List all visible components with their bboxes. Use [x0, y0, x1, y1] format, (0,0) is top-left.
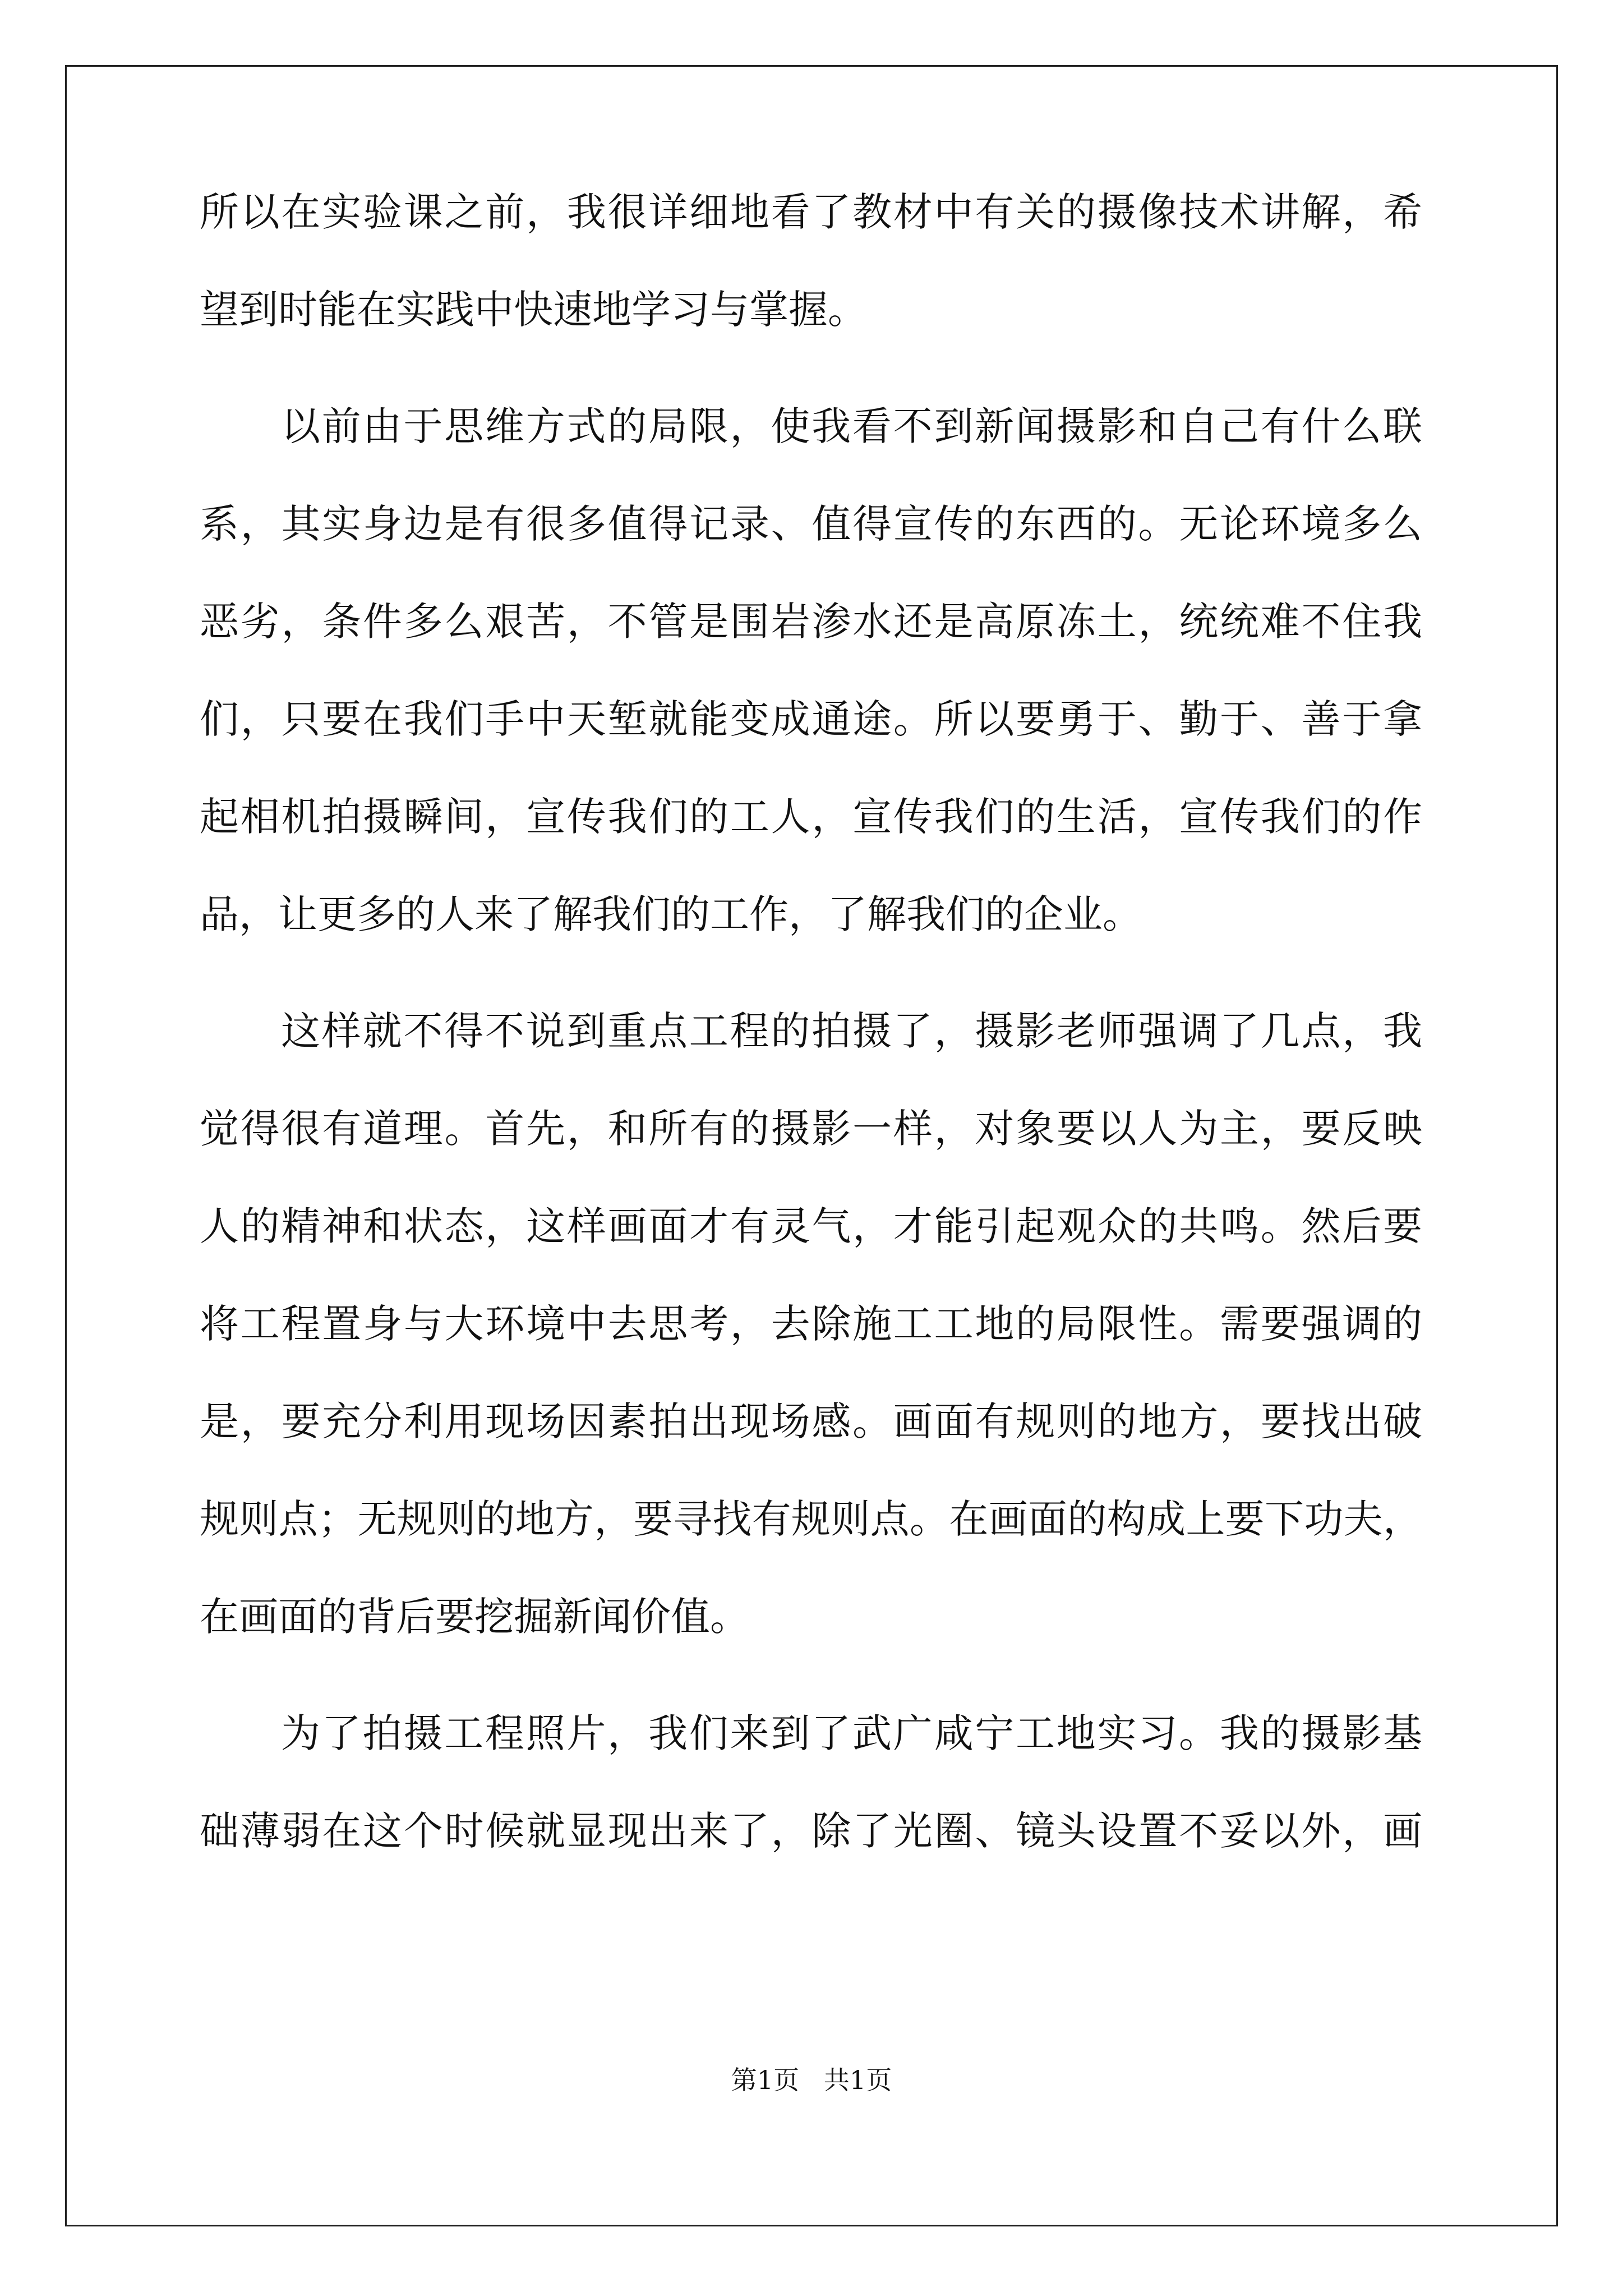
- text-line: 所以在实验课之前，我很详细地看了教材中有关的摄像技术讲解，希: [200, 189, 1422, 235]
- text-line: 望到时能在实践中快速地学习与掌握。: [200, 287, 867, 333]
- paragraph-first-line: 这样就不得不说到重点工程的拍摄了，摄影老师强调了几点，我: [281, 1008, 1422, 1054]
- text-line: 规则点；无规则的地方，要寻找有规则点。在画面的构成上要下功夫，: [200, 1496, 1422, 1542]
- paragraph-first-line: 为了拍摄工程照片，我们来到了武广咸宁工地实习。我的摄影基: [281, 1710, 1422, 1756]
- text-line: 品，让更多的人来了解我们的工作，了解我们的企业。: [200, 891, 1142, 937]
- page-footer: 第1页 共1页: [731, 2065, 892, 2095]
- text-line: 系，其实身边是有很多值得记录、值得宣传的东西的。无论环境多么: [200, 501, 1422, 547]
- text-line: 们，只要在我们手中天堑就能变成通途。所以要勇于、勤于、善于拿: [200, 696, 1422, 742]
- text-line: 将工程置身与大环境中去思考，去除施工工地的局限性。需要强调的: [200, 1301, 1422, 1347]
- text-line: 起相机拍摄瞬间，宣传我们的工人，宣传我们的生活，宣传我们的作: [200, 794, 1422, 840]
- paragraph-first-line: 以前由于思维方式的局限，使我看不到新闻摄影和自己有什么联: [281, 403, 1422, 449]
- text-line: 恶劣，条件多么艰苦，不管是围岩渗水还是高原冻土，统统难不住我: [200, 599, 1422, 645]
- text-line: 人的精神和状态，这样画面才有灵气，才能引起观众的共鸣。然后要: [200, 1203, 1422, 1249]
- text-line: 础薄弱在这个时候就显现出来了，除了光圈、镜头设置不妥以外，画: [200, 1808, 1422, 1854]
- text-line: 在画面的背后要挖掘新闻价值。: [200, 1594, 749, 1640]
- text-line: 觉得很有道理。首先，和所有的摄影一样，对象要以人为主，要反映: [200, 1106, 1422, 1152]
- text-line: 是，要充分利用现场因素拍出现场感。画面有规则的地方，要找出破: [200, 1398, 1422, 1444]
